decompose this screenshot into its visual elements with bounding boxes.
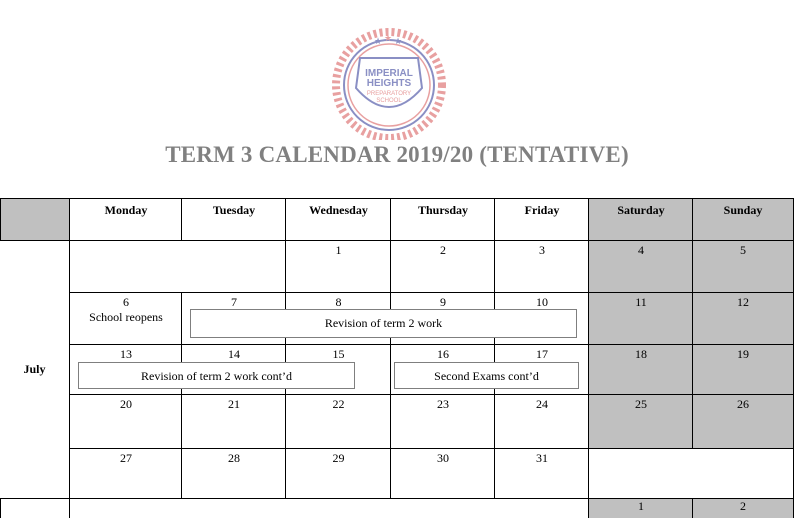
day-cell: 5	[692, 240, 794, 293]
day-cell: 11	[588, 292, 693, 345]
day-cell: 17	[494, 344, 589, 395]
logo-line1: IMPERIAL	[365, 68, 413, 79]
day-cell: 1	[285, 240, 391, 293]
day-cell: 25	[588, 394, 693, 449]
day-cell: 30	[390, 448, 495, 499]
day-cell: 22	[285, 394, 391, 449]
day-cell: 12	[692, 292, 794, 345]
day-cell: 13	[69, 344, 182, 395]
page-title: TERM 3 CALENDAR 2019/20 (TENTATIVE)	[165, 142, 629, 167]
day-cell: 14	[181, 344, 286, 395]
header-wednesday: Wednesday	[285, 198, 391, 240]
logo-line2: HEIGHTS	[366, 78, 412, 89]
svg-text:★: ★	[384, 33, 393, 43]
day-cell: 2	[692, 498, 794, 518]
day-cell	[588, 448, 794, 499]
school-reopens-note: School reopens	[89, 310, 163, 324]
header-saturday: Saturday	[588, 198, 693, 240]
logo-line3: PREPARATORY	[366, 91, 412, 97]
day-cell: 6 School reopens	[69, 292, 182, 345]
month-label: July	[0, 240, 69, 498]
day-cell: 10	[494, 292, 589, 345]
header-thursday: Thursday	[390, 198, 495, 240]
header-tuesday: Tuesday	[181, 198, 286, 240]
day-cell: 19	[692, 344, 794, 395]
header-sunday: Sunday	[692, 198, 794, 240]
day-cell: 23	[390, 394, 495, 449]
header-corner	[0, 198, 70, 240]
event-second-exams: Second Exams cont’d	[394, 362, 579, 389]
day-cell: 3	[494, 240, 589, 293]
logo-line4: SCHOOL	[376, 98, 402, 104]
day-cell: 16	[390, 344, 495, 395]
day-cell	[69, 498, 589, 518]
day-cell: 29	[285, 448, 391, 499]
day-cell: 2	[390, 240, 495, 293]
day-cell: 21	[181, 394, 286, 449]
day-cell: 4	[588, 240, 693, 293]
day-cell: 15	[285, 344, 391, 395]
day-cell: 9	[390, 292, 495, 345]
day-cell	[69, 240, 286, 293]
day-cell: 8	[285, 292, 391, 345]
svg-text:★: ★	[374, 36, 383, 46]
month-label-next	[0, 498, 70, 518]
event-revision: Revision of term 2 work	[190, 309, 577, 338]
day-cell: 7	[181, 292, 286, 345]
svg-text:★: ★	[394, 36, 403, 46]
header-monday: Monday	[69, 198, 182, 240]
day-cell: 20	[69, 394, 182, 449]
event-revision-contd: Revision of term 2 work cont’d	[78, 362, 355, 389]
day-cell: 1	[588, 498, 693, 518]
day-cell: 18	[588, 344, 693, 395]
day-cell: 27	[69, 448, 182, 499]
day-cell: 24	[494, 394, 589, 449]
header-friday: Friday	[494, 198, 589, 240]
day-cell: 28	[181, 448, 286, 499]
day-cell: 26	[692, 394, 794, 449]
day-cell: 31	[494, 448, 589, 499]
